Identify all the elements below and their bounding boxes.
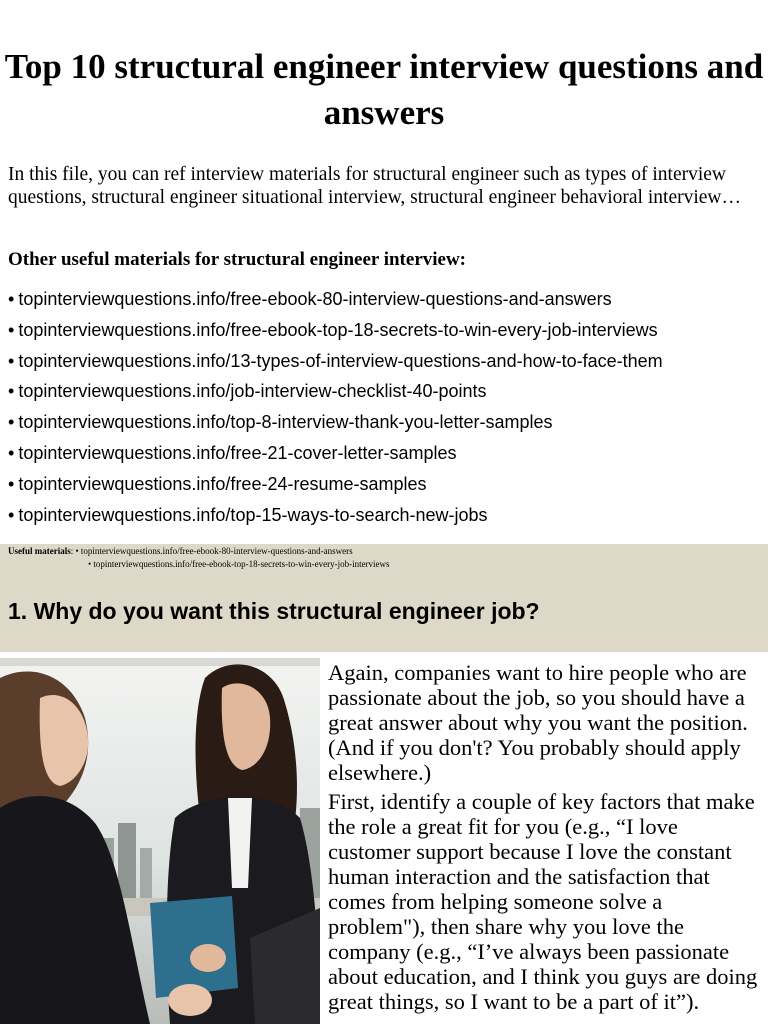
list-item[interactable]: • topinterviewquestions.info/top-15-ways-to-search-new-jobs [8,504,488,525]
other-materials-heading: Other useful materials for structural engineer interview: [8,249,467,270]
list-item[interactable]: • topinterviewquestions.info/13-types-of-interview-questions-and-how-to-face-them [8,350,663,371]
useful-material-item[interactable]: • topinterviewquestions.info/free-ebook-80-interview-questions-and-answers [75,546,353,556]
link-text[interactable]: topinterviewquestions.info/13-types-of-interview-questions-and-how-to-face-them [18,350,663,371]
question-heading: 1. Why do you want this structural engineer job? [8,598,540,624]
intro-paragraph: In this file, you can ref interview materials for structural engineer such as types of interview questions, structural engineer situational interview, structural engineer behavioral interview… [8,164,741,208]
link-text[interactable]: topinterviewquestions.info/free-ebook-top-18-secrets-to-win-every-job-interviews [18,319,658,340]
useful-materials-note: Useful materials: • topinterviewquestions.info/free-ebook-80-interview-questions-and-answers • topinterviewquestions.info/free-ebook-top-18-secrets-to-win-every-job-interviews [8,546,390,569]
link-text[interactable]: topinterviewquestions.info/top-8-interview-thank-you-letter-samples [18,412,553,433]
list-item[interactable]: • topinterviewquestions.info/free-21-cover-letter-samples [8,442,457,463]
list-item[interactable]: • topinterviewquestions.info/free-ebook-80-interview-questions-and-answers [8,289,612,309]
materials-link-list [8,286,663,532]
interview-photo-image [0,658,320,1024]
answer-paragraph: First, identify a couple of key factors that make the role a great fit for you (e.g., “I love customer support because I love the constant human interaction and the satisfaction that comes from helping someone solve a problem"), then share why you love the company (e.g., “I’ve always been passionate about education, and I think you guys are doing great things, so I want to be a part of it”). [328,789,758,1014]
link-text[interactable]: topinterviewquestions.info/free-21-cover-letter-samples [18,442,457,463]
list-item[interactable]: • topinterviewquestions.info/job-interview-checklist-40-points [8,381,487,402]
useful-material-item[interactable]: • topinterviewquestions.info/free-ebook-top-18-secrets-to-win-every-job-interviews [88,559,390,569]
answer-paragraph: Again, companies want to hire people who are passionate about the job, so you should have a great answer about why you want the position. (And if you don't? You probably should apply elsewhere.) [328,660,748,785]
link-text[interactable]: topinterviewquestions.info/top-15-ways-to-search-new-jobs [18,504,488,525]
list-item[interactable]: • topinterviewquestions.info/top-8-interview-thank-you-letter-samples [8,412,553,433]
answer-text [328,660,762,1018]
link-text[interactable]: topinterviewquestions.info/job-interview-checklist-40-points [18,381,487,402]
page-title: Top 10 structural engineer interview questions and answers [4,47,764,132]
link-text[interactable]: topinterviewquestions.info/free-24-resume-samples [18,473,427,494]
list-item[interactable]: • topinterviewquestions.info/free-24-resume-samples [8,473,427,494]
list-item[interactable]: • topinterviewquestions.info/free-ebook-top-18-secrets-to-win-every-job-interviews [8,319,658,340]
interview-photo [0,658,320,1024]
useful-materials-label: Useful materials [8,546,71,556]
link-text[interactable]: topinterviewquestions.info/free-ebook-80-interview-questions-and-answers [18,289,612,309]
